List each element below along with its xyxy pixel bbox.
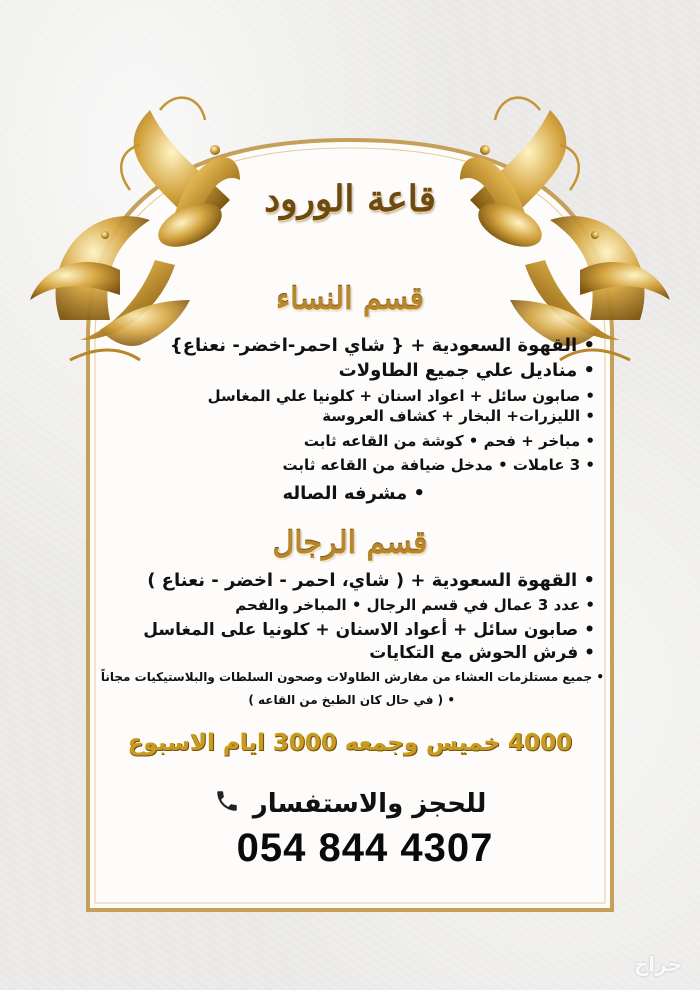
women-section-heading: قسم النساء [275, 282, 425, 317]
men-section-heading: قسم الرجال [272, 526, 428, 561]
women-item: • مباخر + فحم • كوشة من القاعه ثابت [304, 432, 595, 450]
price-line: 4000 خميس وجمعه 3000 ايام الاسبوع [127, 730, 573, 756]
women-item: • مناديل علي جميع الطاولات [339, 360, 595, 381]
phone-number[interactable]: 054 844 4307 [236, 826, 494, 870]
women-item: • مشرفه الصاله [282, 483, 425, 504]
men-item: • القهوة السعودية + ( شاي، احمر - اخضر - نعناع ) [147, 570, 595, 591]
women-item: • صابون سائل + اعواد اسنان + كلونيا علي المغاسل [208, 387, 595, 405]
women-item: • 3 عاملات • مدخل ضيافة من القاعه ثابت [283, 456, 595, 474]
men-item: • ( في حال كان الطبخ من القاعه ) [248, 693, 455, 707]
contact-line [0, 788, 700, 821]
watermark: حراج [633, 952, 682, 976]
phone-icon [214, 788, 240, 821]
men-item: • عدد 3 عمال في قسم الرجال • المباخر والفحم [235, 596, 595, 614]
men-item: • صابون سائل + أعواد الاسنان + كلونيا على المغاسل [143, 620, 595, 640]
men-item: • فرش الحوش مع التكايات [369, 643, 595, 663]
hall-title: قاعة الورود [264, 178, 436, 220]
women-item: • الليزرات+ البخار + كشاف العروسة [322, 407, 595, 425]
women-item: • القهوة السعودية + { شاي احمر-اخضر- نعناع} [170, 335, 595, 356]
contact-label: للحجز والاستفسار [252, 789, 487, 819]
men-item: • جميع مستلزمات العشاء من مفارش الطاولات وصحون السلطات والبلاستيكيات مجاناً [101, 670, 604, 684]
